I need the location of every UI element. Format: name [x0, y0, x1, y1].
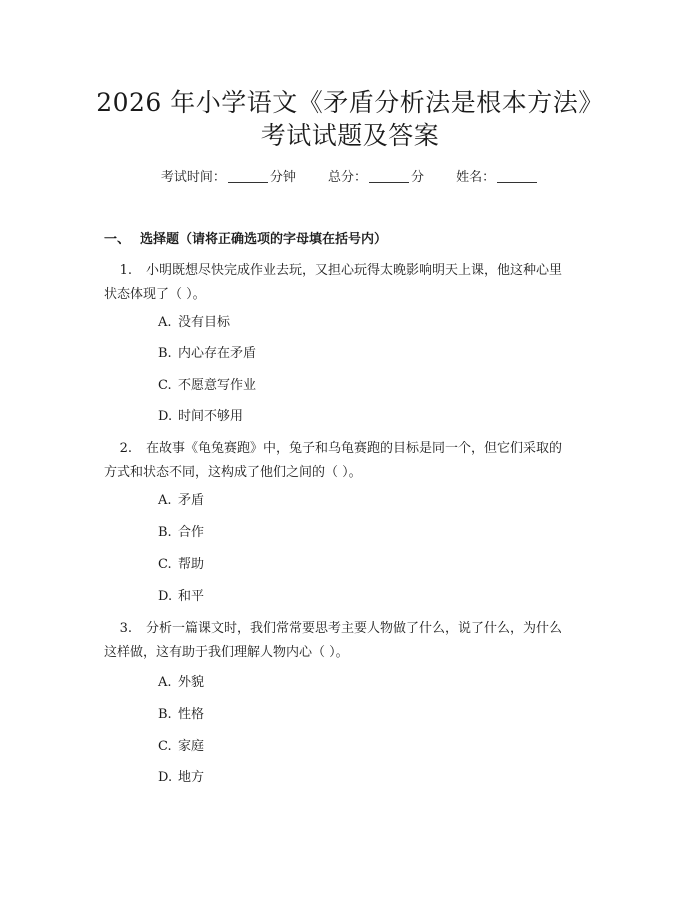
question-text-line-2: 这样做，这有助于我们理解人物内心（ ）。	[104, 645, 349, 660]
exam-meta	[0, 168, 700, 188]
question-text-line-2: 方式和状态不同，这构成了他们之间的（ ）。	[104, 465, 362, 480]
question-text-line-1	[104, 259, 602, 283]
option-text: 家庭	[178, 739, 205, 754]
question-text: 在故事《龟兔赛跑》中，兔子和乌龟赛跑的目标是同一个，但它们采取的	[146, 441, 563, 456]
exam-time-label: 考试时间：	[160, 170, 226, 185]
question-text: 分析一篇课文时，我们常常要思考主要人物做了什么，说了什么，为什么	[146, 621, 563, 636]
student-name-field	[456, 168, 539, 188]
question-2-option-b	[158, 523, 204, 543]
question-2-option-a	[158, 491, 204, 511]
option-text: 外貌	[178, 675, 205, 690]
student-name-label: 姓名：	[456, 170, 496, 185]
question-1-option-d	[158, 407, 243, 427]
exam-title-line-2: 考试试题及答案	[260, 121, 440, 150]
question-3-option-a	[158, 673, 204, 693]
exam-title-line-1: 2026 年小学语文《矛盾分析法是根本方法》	[96, 88, 604, 117]
student-name-blank	[497, 168, 537, 183]
option-letter: A.	[158, 675, 172, 690]
option-text: 时间不够用	[178, 409, 244, 424]
option-letter: D.	[158, 770, 173, 785]
option-letter: C.	[158, 557, 172, 572]
option-letter: B.	[158, 707, 172, 722]
option-text: 性格	[178, 707, 205, 722]
option-text: 合作	[178, 525, 205, 540]
option-letter: B.	[158, 346, 172, 361]
option-text: 没有目标	[178, 315, 231, 330]
option-letter: C.	[158, 378, 172, 393]
option-letter: A.	[158, 315, 172, 330]
exam-time-blank	[228, 168, 268, 183]
exam-time-field	[161, 168, 296, 188]
question-text-line-2: 状态体现了（ ）。	[104, 287, 206, 302]
total-score-blank	[369, 168, 409, 183]
question-2-option-c	[158, 555, 204, 575]
section-title: 选择题（请将正确选项的字母填在括号内）	[140, 232, 388, 247]
section-number: 一、	[104, 232, 131, 247]
question-number: 3.	[119, 621, 132, 636]
question-3-option-c	[158, 737, 204, 757]
option-letter: D.	[158, 589, 173, 604]
option-text: 内心存在矛盾	[178, 346, 257, 361]
question-text-line-1	[104, 437, 602, 461]
question-1	[104, 259, 602, 307]
question-2-option-d	[158, 587, 204, 607]
question-1-option-c	[158, 376, 256, 396]
question-3	[104, 617, 602, 665]
total-score-label: 总分：	[327, 170, 367, 185]
question-1-option-a	[158, 313, 230, 333]
question-text-line-1	[104, 617, 602, 641]
question-3-option-b	[158, 705, 204, 725]
question-text: 小明既想尽快完成作业去玩，又担心玩得太晚影响明天上课，他这种心里	[146, 263, 563, 278]
option-text: 和平	[178, 589, 205, 604]
question-3-option-d	[158, 768, 204, 788]
question-number: 1.	[119, 263, 132, 278]
option-letter: D.	[158, 409, 173, 424]
question-2	[104, 437, 602, 485]
section-heading	[104, 230, 387, 250]
exam-time-unit: 分钟	[269, 170, 296, 185]
question-1-option-b	[158, 344, 256, 364]
total-score-field	[328, 168, 424, 188]
option-letter: A.	[158, 493, 172, 508]
option-letter: B.	[158, 525, 172, 540]
option-letter: C.	[158, 739, 172, 754]
option-text: 不愿意写作业	[178, 378, 257, 393]
option-text: 矛盾	[178, 493, 205, 508]
question-number: 2.	[119, 441, 132, 456]
total-score-unit: 分	[411, 170, 425, 185]
option-text: 地方	[178, 770, 205, 785]
option-text: 帮助	[178, 557, 205, 572]
